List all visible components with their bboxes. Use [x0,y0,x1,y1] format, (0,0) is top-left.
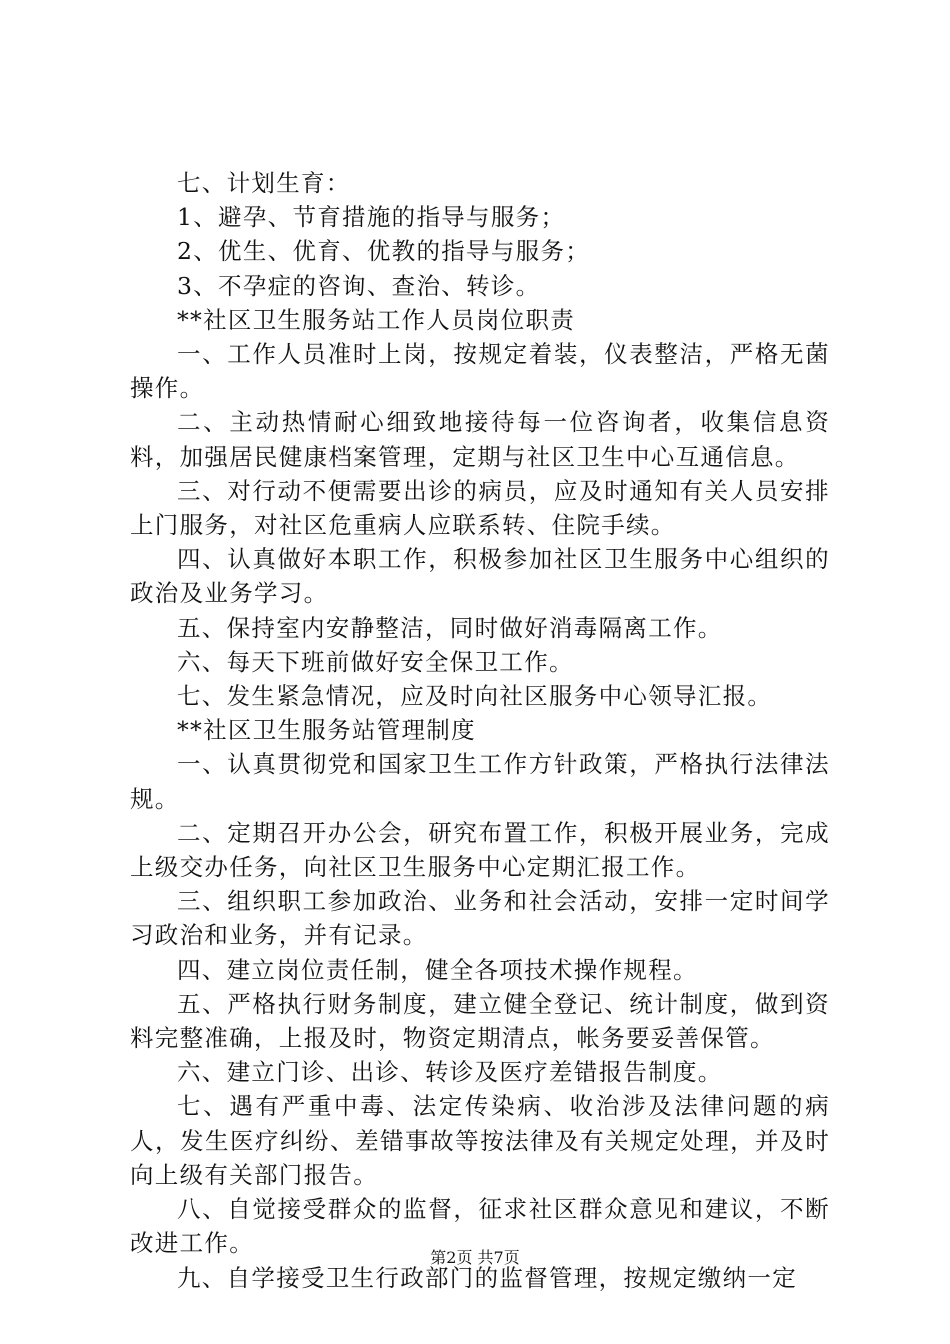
paragraph: 六、建立门诊、出诊、转诊及医疗差错报告制度。 [177,1058,723,1087]
section-heading: **社区卫生服务站管理制度 [177,716,476,745]
paragraph: 一、认真贯彻党和国家卫生工作方针政策，严格执行法律法规。 [130,750,830,813]
paragraph: 七、遇有严重中毒、法定传染病、收治涉及法律问题的病人，发生医疗纠纷、差错事故等按法律及有关规定处理，并及时向上级有关部门报告。 [130,1092,830,1189]
paragraph: 四、认真做好本职工作，积极参加社区卫生服务中心组织的政治及业务学习。 [130,545,830,608]
paragraph: 二、主动热情耐心细致地接待每一位咨询者，收集信息资料，加强居民健康档案管理，定期与社区卫生中心互通信息。 [130,408,830,471]
paragraph: 2、优生、优育、优教的指导与服务； [177,237,591,266]
paragraph: 八、自觉接受群众的监督，征求社区群众意见和建议，不断改进工作。 [130,1195,830,1258]
paragraph: 五、严格执行财务制度，建立健全登记、统计制度，做到资料完整准确，上报及时，物资定期清点，帐务要妥善保管。 [130,989,830,1053]
paragraph: 六、每天下班前做好安全保卫工作。 [177,647,574,676]
document-body [130,166,830,1295]
paragraph: 七、计划生育： [177,169,351,197]
paragraph: 七、发生紧急情况，应及时向社区服务中心领导汇报。 [177,682,773,711]
paragraph: 四、建立岗位责任制，健全各项技术操作规程。 [177,955,698,984]
paragraph: 三、组织职工参加政治、业务和社会活动，安排一定时间学习政治和业务，并有记录。 [130,887,830,950]
paragraph: 一、工作人员准时上岗，按规定着装，仪表整洁，严格无菌操作。 [130,340,830,403]
section-heading: **社区卫生服务站工作人员岗位职责 [177,305,576,334]
paragraph: 九、自学接受卫生行政部门的监督管理，按规定缴纳一定 [177,1263,797,1292]
paragraph: 二、定期召开办公会，研究布置工作，积极开展业务，完成上级交办任务，向社区卫生服务中心定期汇报工作。 [130,818,830,882]
paragraph: 1、避孕、节育措施的指导与服务； [177,203,566,232]
paragraph: 五、保持室内安静整洁，同时做好消毒隔离工作。 [177,613,723,642]
paragraph: 3、不孕症的咨询、查治、转诊。 [177,271,541,300]
page-number-footer: 第2页 共7页 [430,1248,520,1267]
paragraph: 三、对行动不便需要出诊的病员，应及时通知有关人员安排上门服务，对社区危重病人应联系转、住院手续。 [130,476,830,540]
